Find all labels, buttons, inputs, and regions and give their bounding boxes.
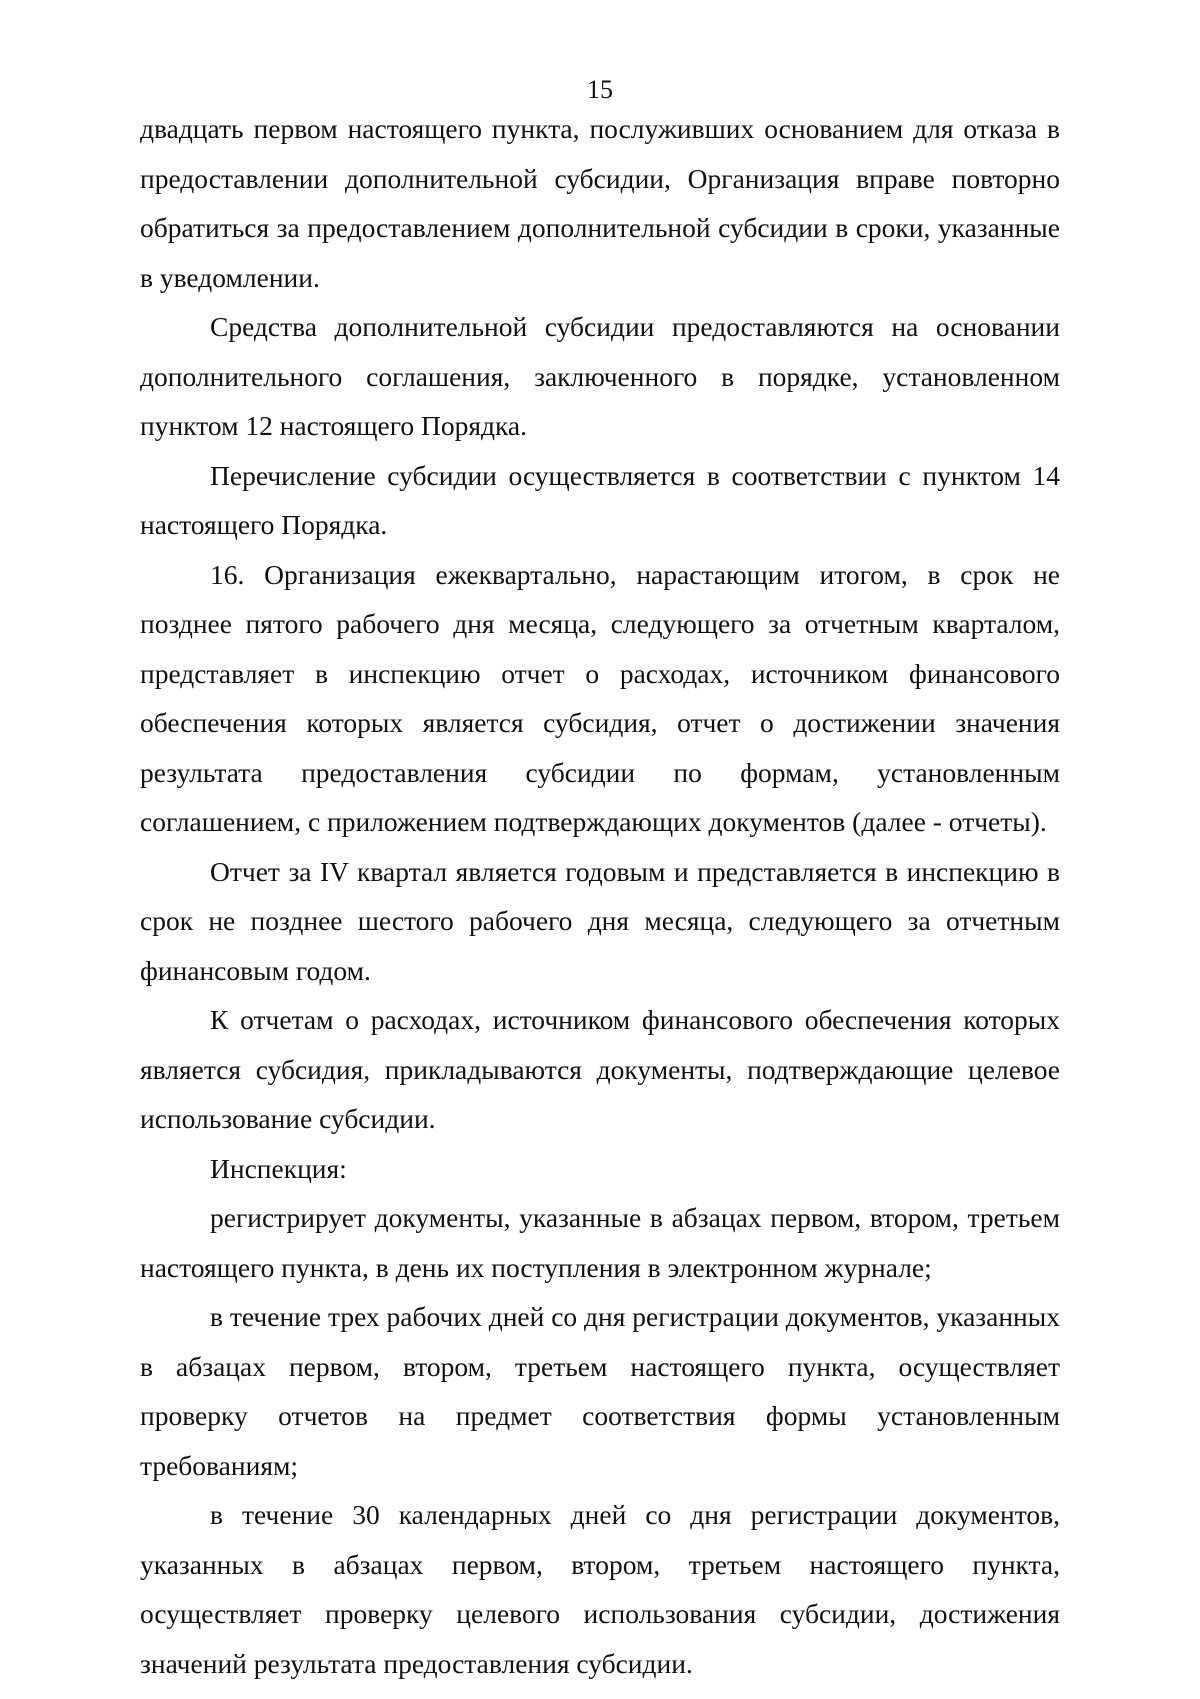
paragraph-report-attachments: К отчетам о расходах, источником финансового обеспечения которых является субсидия, прикладываются документы, подтверждающие целевое использование субсидии. xyxy=(140,1004,1060,1134)
paragraph-continued: двадцать первом настоящего пункта, послуживших основанием для отказа в предоставлении дополнительной субсидии, Организация вправе повторно обратиться за предоставлением дополнительной субсидии в сроки, указанные в уведомлении. xyxy=(140,113,1060,293)
paragraph-inspection-form-check: в течение трех рабочих дней со дня регистрации документов, указанных в абзацах первом, втором, третьем настоящего пункта, осуществляет проверку отчетов на предмет соответствия формы установленным требованиям; xyxy=(140,1301,1060,1481)
paragraph-additional-subsidy-agreement: Средства дополнительной субсидии предоставляются на основании дополнительного соглашения, заключенного в порядке, установленном пунктом 12 настоящего Порядка. xyxy=(140,311,1060,441)
page-number: 15 xyxy=(587,75,613,104)
document-body xyxy=(140,104,1060,1688)
paragraph-inspection-heading: Инспекция: xyxy=(210,1152,347,1184)
paragraph-annual-report: Отчет за IV квартал является годовым и представляется в инспекцию в срок не позднее шестого рабочего дня месяца, следующего за отчетным финансовым годом. xyxy=(140,855,1060,986)
paragraph-subsidy-transfer: Перечисление субсидии осуществляется в соответствии с пунктом 14 настоящего Порядка. xyxy=(140,459,1060,540)
paragraph-inspection-registers: регистрирует документы, указанные в абзацах первом, втором, третьем настоящего пункта, в день их поступления в электронном журнале; xyxy=(140,1202,1060,1283)
paragraph-item-16: 16. Организация ежеквартально, нарастающим итогом, в срок не позднее пятого рабочего дня месяца, следующего за отчетным кварталом, представляет в инспекцию отчет о расходах, источником финансового обеспечения которых является субсидия, отчет о достижении значения результата предоставления субсидии по формам, установленным соглашением, с приложением подтверждающих документов (далее - отчеты). xyxy=(140,558,1060,837)
paragraph-inspection-target-use-check: в течение 30 календарных дней со дня регистрации документов, указанных в абзацах первом, втором, третьем настоящего пункта, осуществляет проверку целевого использования субсидии, достижения значений результата предоставления субсидии. xyxy=(140,1499,1060,1679)
